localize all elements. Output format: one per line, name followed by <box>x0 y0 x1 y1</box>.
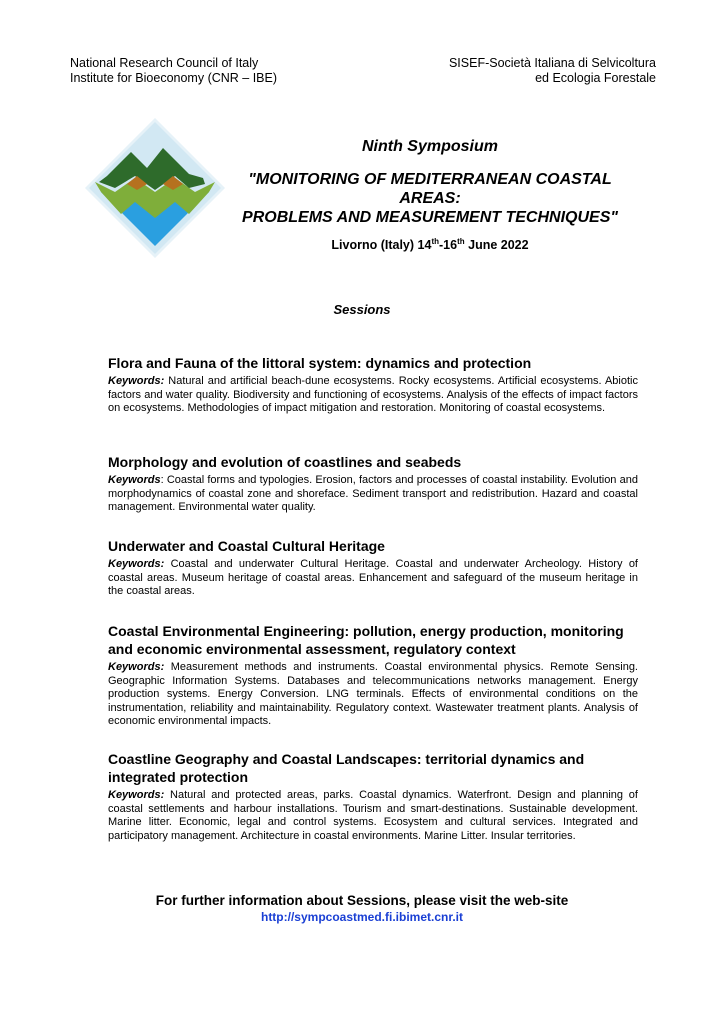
sisef-name: SISEF-Società Italiana di Selvicoltura <box>448 56 656 70</box>
website-link[interactable]: http://sympcoastmed.fi.ibimet.cnr.it <box>260 910 464 924</box>
footer-info: For further information about Sessions, please visit the web-site <box>155 893 569 908</box>
session-title: Flora and Fauna of the littoral system: dynamics and protection <box>108 355 532 371</box>
title-line-2: AREAS: <box>399 190 461 207</box>
symposium-title <box>225 170 635 227</box>
session-cultural-heritage <box>108 537 638 599</box>
symposium-title-block <box>225 138 635 252</box>
session-title: Coastal Environmental Engineering: pollution, energy production, monitoring and economic environmental assessment, regulatory context <box>108 623 624 657</box>
session-keywords: Keywords: Coastal forms and typologies. Erosion, factors and processes of coastal instability. Evolution and morphodynamics of coastal zone and shoreface. Sediment transport and redistribution. Hazard and coastal management. Environmental water quality. <box>108 474 638 513</box>
session-environmental-engineering <box>108 622 638 729</box>
symposium-edition: Ninth Symposium <box>361 138 498 155</box>
sisef-name-cont: ed Ecologia Forestale <box>535 71 656 85</box>
session-flora-fauna <box>108 354 638 416</box>
header-left <box>70 56 277 86</box>
mountains-coast-diamond-logo <box>85 118 225 258</box>
session-title: Underwater and Coastal Cultural Heritage <box>108 538 385 554</box>
session-keywords: Keywords: Coastal and underwater Cultural Heritage. Coastal and underwater Archeology. History of coastal areas. Museum heritage of coastal areas. Enhancement and safeguard of the museum heritage in the coastal areas. <box>108 558 638 597</box>
venue-dates: Livorno (Italy) 14th-16th June 2022 <box>331 237 529 253</box>
session-keywords: Keywords: Measurement methods and instruments. Coastal environmental physics. Remote Sensing. Geographic Information Systems. Databases and telecommunications networks management. Energy production systems. Energy Conversion. LNG terminals. Effects of environmental conditions on the instrumentation, reliability and maintainability. Regulatory context. Wastewater treatment plants. Analysis of economic environmental impacts. <box>108 661 638 727</box>
session-keywords: Keywords: Natural and protected areas, parks. Coastal dynamics. Waterfront. Design and planning of coastal settlements and harbour installations. Tourism and smart-destinations. Sustainable development. Marine litter. Economic, legal and control systems. Ecosystem and cultural services. Integrated and participatory management. Architecture in coastal environments. Marine Litter. Insular territories. <box>108 789 638 842</box>
session-coastline-geography <box>108 750 638 843</box>
title-line-3: PROBLEMS AND MEASUREMENT TECHNIQUES" <box>242 209 618 226</box>
session-morphology <box>108 453 638 515</box>
ibe-name: Institute for Bioeconomy (CNR – IBE) <box>70 71 278 85</box>
session-title: Morphology and evolution of coastlines and seabeds <box>108 454 462 470</box>
session-title: Coastline Geography and Coastal Landscapes: territorial dynamics and integrated protection <box>108 751 585 785</box>
footer <box>0 893 724 924</box>
sessions-heading: Sessions <box>333 302 391 317</box>
title-line-1: "MONITORING OF MEDITERRANEAN COASTAL <box>248 171 612 188</box>
session-keywords: Keywords: Natural and artificial beach-dune ecosystems. Rocky ecosystems. Artificial ecosystems. Abiotic factors and water quality. Biodiversity and functioning of ecosystems. Analysis of the effects of impact factors on ecosystems. Methodologies of impact mitigation and restoration. Monitoring of coastal ecosystems. <box>108 375 638 414</box>
header-right <box>449 56 656 86</box>
cnr-name: National Research Council of Italy <box>70 56 259 70</box>
